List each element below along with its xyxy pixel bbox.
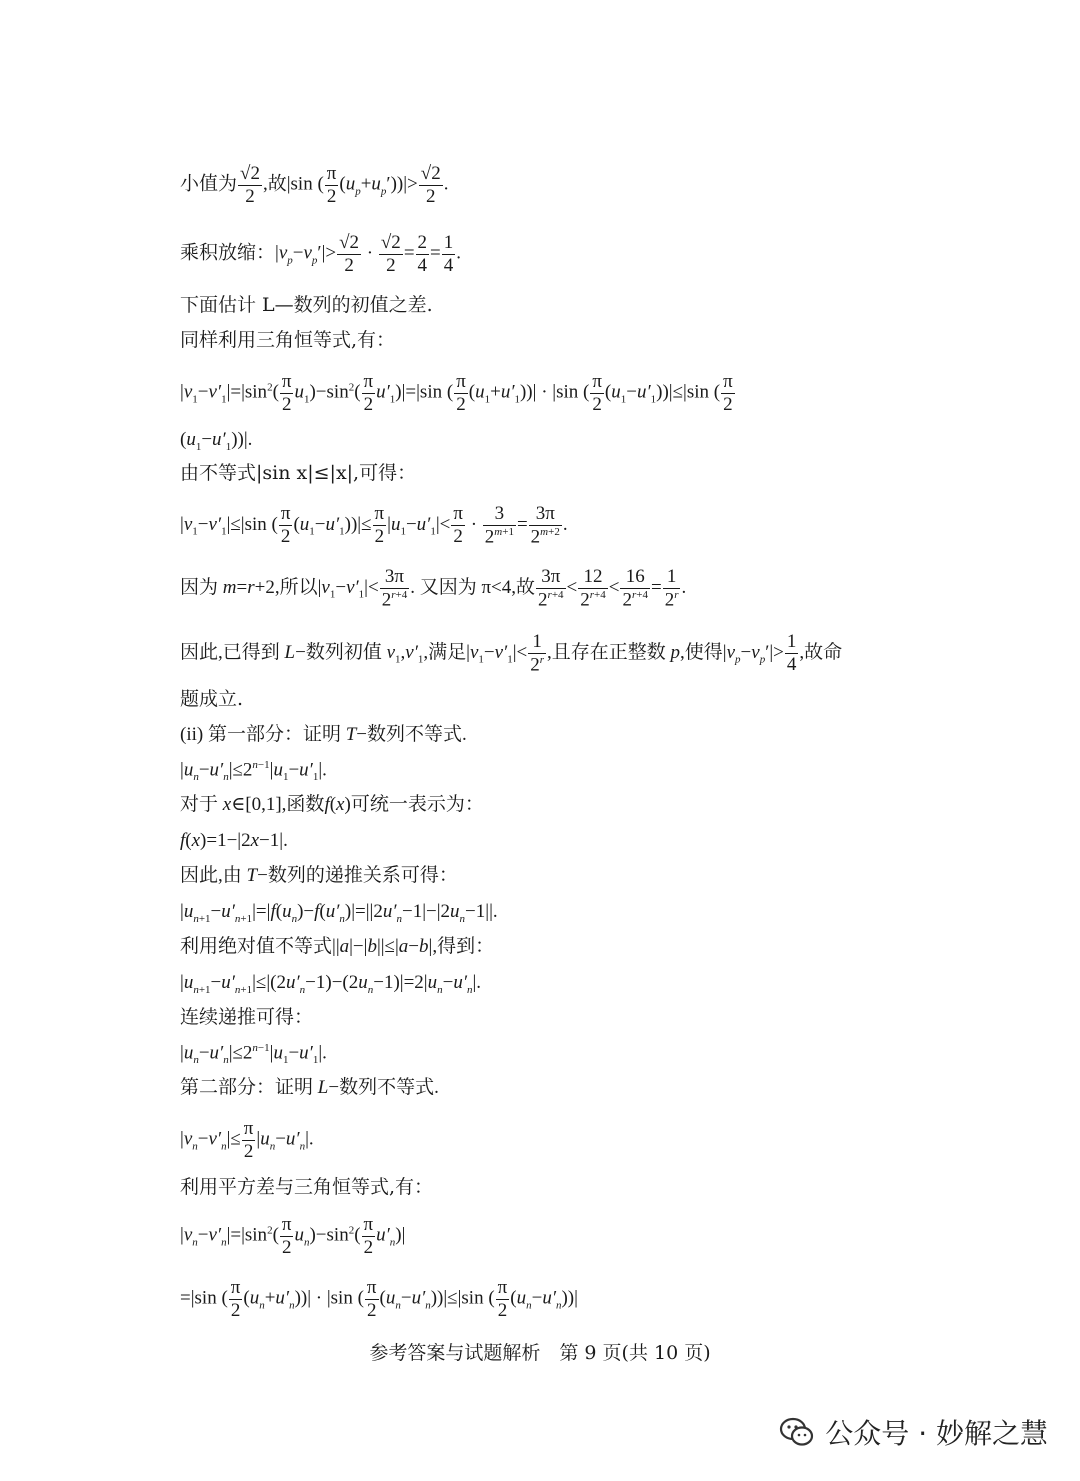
text-line-22: 第二部分：证明 L−数列不等式. [180, 1077, 439, 1098]
text-line-26: =|sin ( $\frac{\pi}{2}$ $(u_n+u'_n))| \cdot |\sin$ ( $\frac{\pi}{2}$ $(u_n-u'_n))|\le|\sin$ ( $\frac{\pi}{2}$ $(u_n-u'_n))|$ [180, 1277, 578, 1321]
text-line-8: $|v_1-v'_1|\le|\sin$ ( $\frac{\pi}{2}$ $(u_1-u'_1))|\le$ $\frac{\pi}{2}$ $|u_1-u'_1|<$ $\frac{\pi}{2}$ · $\frac{3}{2^{m+1}}$ = $\frac{3\pi}{2^{m+2}}$ . [180, 503, 568, 548]
wechat-watermark [779, 1412, 1048, 1452]
text-line-10: 因此,已得到 L−数列初值 $v_1,v'_1$,满足$|v_1-v'_1|<$ $\frac{1}{2^r}$ ,且存在正整数 p,使得$|v_p-v_p'|>$ $\frac{1}{4}$ ,故命 [180, 631, 843, 676]
text-line-20: 连续递推可得： [180, 1006, 314, 1028]
page-footer: 参考答案与试题解析 第 9 页(共 10 页) [369, 1342, 711, 1364]
text-line-2: 乘积放缩：$|v_p-v_p'|>$ $\frac{√2}{2}$ · $\frac{√2}{2}$ = $\frac{2}{4}$ = $\frac{1}{4}$ . [180, 232, 461, 276]
text-line-7: 由不等式|sin x|≤|x|,可得： [180, 462, 417, 484]
text-line-25: $|v_n-v'_n|=|\sin^2$( $\frac{\pi}{2}$ $u_n)-\sin^2$( $\frac{\pi}{2}$ $u'_n)|$ [180, 1214, 406, 1258]
text-line-11: 题成立. [180, 688, 244, 710]
text-line-24: 利用平方差与三角恒等式,有： [180, 1176, 434, 1198]
text-line-4: 同样利用三角恒等式,有： [180, 329, 396, 351]
text-line-19: $|u_{n+1}-u'_{n+1}|\le|(2u'_n-1)-(2u_n-1)|=2|u_n-u'_n|$. [180, 972, 482, 996]
text-line-13: $|u_n-u'_n|\le 2^{n-1}|u_1-u'_1|$. [180, 759, 327, 784]
text-line-23: $|v_n-v'_n|\le$ $\frac{\pi}{2}$ $|u_n-u'_n|$. [180, 1118, 314, 1162]
text-line-5: $|v_1-v'_1|=|\sin^2$( $\frac{\pi}{2}$ $u_1)-\sin^2$( $\frac{\pi}{2}$ $u'_1)|=|\sin$ ( $\frac{\pi}{2}$ $(u_1+u'_1))| \cdot |\sin$ ( $\frac{\pi}{2}$ $(u_1-u'_1))|\le|\sin$ ( $\frac{\pi}{2}$ [180, 371, 733, 415]
text-line-21: $|u_n-u'_n|\le 2^{n-1}|u_1-u'_1|$. [180, 1042, 327, 1067]
text-line-12: (ii) 第一部分：证明 T−数列不等式. [180, 724, 467, 745]
text-line-14: 对于 x∈[0,1],函数f(x)可统一表示为： [180, 794, 484, 815]
text-line-1: 小值为 $\frac{√2}{2}$ ,故|sin ( $\frac{\pi}{2}$ $(u_p+u_p'))|>$ $\frac{√2}{2}$ . [180, 163, 449, 207]
text-line-16: 因此,由 T−数列的递推关系可得： [180, 865, 458, 886]
text-line-18: 利用绝对值不等式||a|−|b||≤|a−b|,得到： [180, 936, 495, 957]
text-line-3: 下面估计 L—数列的初值之差. [180, 294, 433, 316]
text-line-15: f(x)=1−|2x−1|. [180, 830, 288, 851]
text-line-17: $|u_{n+1}-u'_{n+1}|=|f(u_n)-f(u'_n)|=||2u'_n-1|-|2u_n-1||$. [180, 901, 498, 925]
text-line-9: 因为 m=r+2,所以$|v_1-v'_1|<$ $\frac{3\pi}{2^{r+4}}$ . 又因为 π<4,故 $\frac{3\pi}{2^{r+4}}$ < $\frac{12}{2^{r+4}}$ < $\frac{16}{2^{r+4}}$ = $\frac{1}{2^r}$ . [180, 566, 687, 611]
wechat-icon [779, 1417, 815, 1447]
text-line-6: $(u_1-u'_1))|$. [180, 429, 253, 453]
watermark-text: 公众号 · 妙解之慧 [825, 1417, 1048, 1450]
